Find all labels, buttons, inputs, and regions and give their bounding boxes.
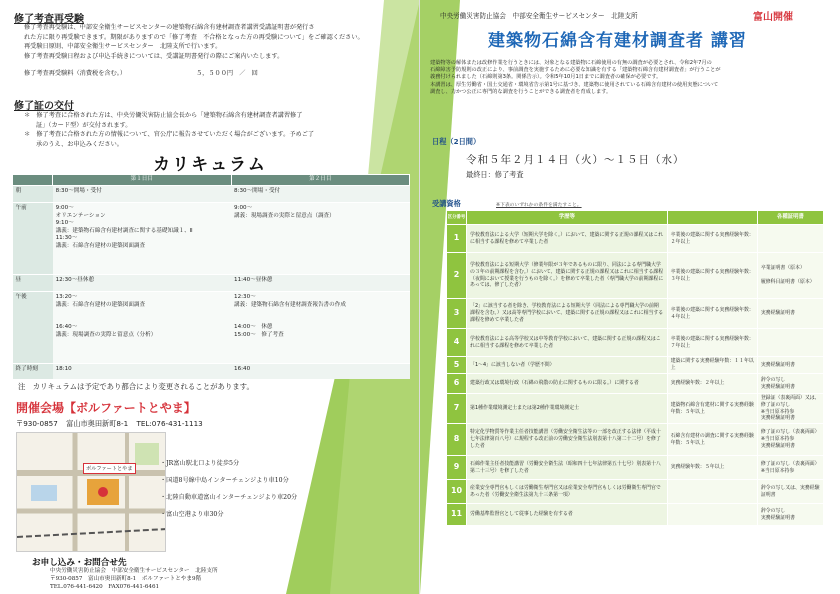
venue-tel: TEL:076-431-1113 (136, 419, 203, 428)
reexam-line: 修了考査再受験は、中部安全衛生サービスセンターの建築物石綿含有建材調査者講習受講証明書が発行さ (24, 24, 315, 31)
venue-access-list (160, 455, 297, 523)
venue-map (16, 432, 166, 552)
qual-row-number: 9 (447, 456, 467, 480)
qual-row-education: 産業安全専門官もしくは労働衛生専門官又は産業安全専門官もしくは労働衛生専門官であった者（労働安全衛生法第九十三条第一項） (467, 480, 668, 504)
curriculum-cell: 9:00～ オリエンテーション 9:10～ 講義：建築物石綿含有建材調査に関する基礎知識１、Ⅱ 11:30～ 講義：石綿含有建材の建築図面調査 (53, 203, 231, 275)
qualification-label: 受講資格 (432, 199, 461, 208)
curriculum-row (13, 186, 410, 203)
qual-header-num: 区分番号 (447, 211, 467, 225)
curriculum-row-label: 終了時刻 (13, 364, 53, 379)
apply-line: TEL.076-441-6420 FAX076-441-6461 (50, 584, 160, 590)
qual-row-proof (757, 225, 823, 253)
intro-line: 義務付けられました（石綿則第3条。関係告示）。令和5年10月1日までに調査者の確保が必要です。 (430, 74, 662, 81)
organizer: 中央労働災害防止協会 中部安全衛生サービスセンター 北陸支所 (440, 12, 638, 20)
curriculum-note: 注 カリキュラムは予定であり都合により変更されることがあります。 (18, 382, 254, 391)
reexam-line: 修了考査再受験日程および申込手続きについては、受講証明書発行の際にご案内いたします。 (24, 52, 284, 60)
map-drawing (17, 433, 166, 552)
qual-row-number: 11 (447, 504, 467, 526)
qual-row-proof (757, 329, 823, 357)
qual-row-experience: 卒業後の建築に関する実務経験年数：２年以上 (667, 225, 757, 253)
reexam-title: 修了考査再受験 (14, 14, 84, 25)
curriculum-row-label: 午前 (13, 203, 53, 275)
curriculum-row-label: 昼 (13, 275, 53, 292)
curriculum-row (13, 275, 410, 292)
curriculum-day1-header: 第１日目 (53, 175, 231, 186)
curriculum-row-label: 午後 (13, 292, 53, 364)
qual-row-experience: 実務経験年数：２年以上 (667, 374, 757, 394)
qual-row-experience: 実務経験年数：５年以上 (667, 456, 757, 480)
course-title (488, 26, 747, 51)
curriculum-row (13, 292, 410, 364)
qual-row-number: 7 (447, 394, 467, 424)
intro-text (430, 60, 808, 96)
qualification-table (446, 210, 824, 526)
curriculum-cell: 12:30～昼休憩 (53, 275, 231, 292)
qualification-row (447, 480, 824, 504)
qual-row-number: 8 (447, 424, 467, 456)
qual-row-education: 「2」に該当する者を除き、学校教育法による短期大学（同法による専門職大学の前期課程を含む。）又は高等専門学校において、建築に関する正規の課程又はこれに相当する課程を修めて卒業した者 (467, 299, 668, 329)
qual-row-experience: 卒業後の建築に関する実務経験年数：３年以上 (667, 253, 757, 299)
apply-title: お申し込み・お問合せ先 (32, 558, 127, 568)
qual-row-number: 6 (447, 374, 467, 394)
access-item: ・JR富山駅北口より徒歩5分 (160, 460, 240, 467)
qualification-row (447, 424, 824, 456)
qual-header-exp (667, 211, 757, 225)
intro-line: 石綿障害予防規則の改正により、事前調査を実施するために必要な知識を有する「建築物石綿含有建材調査者」が行うことが (430, 67, 721, 74)
certificate-title: 修了証の交付 (14, 101, 74, 112)
qualification-row (447, 374, 824, 394)
qual-row-proof: 登録証（表裏両面）又は、修了証の写し ※当日原本持参 実務経験証明書 (757, 394, 823, 424)
qual-row-number: 2 (447, 253, 467, 299)
curriculum-table (12, 174, 410, 379)
certificate-text (24, 111, 404, 149)
qual-row-experience: 卒業後の建築に関する実務経験年数：７年以上 (667, 329, 757, 357)
qual-row-number: 5 (447, 357, 467, 374)
qualification-row (447, 225, 824, 253)
qual-row-education: 学校教育法による高等学校又は中等教育学校において、建築に関する正規の課程又はこれに相当する課程を修めて卒業した者 (467, 329, 668, 357)
curriculum-row-label: 朝 (13, 186, 53, 203)
schedule-last-day: 最終日：修了考査 (466, 170, 524, 179)
qualification-row (447, 394, 824, 424)
qual-header-edu: 学歴等 (467, 211, 668, 225)
qual-row-number: 4 (447, 329, 467, 357)
venue-address (16, 419, 203, 429)
certificate-line: 証」（カード型）が交付されます。 (36, 121, 132, 129)
reexam-line: 再受験日原則、中部安全衛生サービスセンター 北陸支所で行います。 (24, 43, 222, 51)
venue-title: 開催会場【ボルファートとやま】 (16, 401, 196, 415)
venue-street: 富山市奥田新町8-1 (66, 419, 129, 428)
qualification-row (447, 357, 824, 374)
qual-row-proof: 辞令の写し又は、実務経験証明書 (757, 480, 823, 504)
reexam-fee-label: 修了考査再受験料（消費税を含む。） (24, 70, 127, 77)
qual-row-experience (667, 480, 757, 504)
map-venue-label: ボルファートとやま (83, 463, 136, 474)
qual-row-education: 「1～4」に該当しない者（学歴不問） (467, 357, 668, 374)
curriculum-cell: 18:10 (53, 364, 231, 379)
qualification-row (447, 299, 824, 329)
qual-row-education: 建築行政又は環境行政（石綿の飛散の防止に関するものに限る。）に関する者 (467, 374, 668, 394)
qual-row-proof: 実務経験証明書 (757, 357, 823, 374)
qual-row-education: 学校教育法による大学（短期大学を除く。）において、建築に関する正規の課程又はこれに相当する課程を修めて卒業した者 (467, 225, 668, 253)
location-badge: 富山開催 (753, 12, 793, 23)
curriculum-title: カリキュラム (153, 155, 267, 175)
access-item: ・北陸自動車道富山インターチェンジより車20分 (160, 494, 298, 501)
qualification-row (447, 329, 824, 357)
qual-row-proof: 卒業証明書（原本） 履修科目証明書（原本） (757, 253, 823, 299)
reexam-line: れた方に限り再受験できます。期限がありますので「修了考査 不合格となった方の再受験について」をご確認ください。 (24, 33, 364, 41)
intro-line: 建築物等の解体または改修作業を行うときには、対象となる建築物に石綿使用の有無の調査が必要とされ、令和2年7月の (430, 60, 712, 66)
curriculum-cell: 8:30～開場・受付 (53, 186, 231, 203)
course-title-suffix: 講習 (710, 31, 747, 51)
intro-line: 調査し、力かつ公正に専門的な調査を行うことができる調査者を育成します。 (430, 88, 612, 95)
qual-row-proof: 修了証の写し（表裏両面） ※当日原本持参 (757, 456, 823, 480)
qual-header-proof: 各種証明書 (757, 211, 823, 225)
qual-row-number: 10 (447, 480, 467, 504)
schedule-label: 日程（2日間） (432, 137, 481, 146)
intro-line: 本講習は、厚生労働省・国土交通省・環境省告示第1号に基づき、建築物に使用されている石綿含有建材の使用実態について (430, 81, 719, 88)
qualification-row (447, 504, 824, 526)
qual-row-number: 1 (447, 225, 467, 253)
qual-row-experience (667, 504, 757, 526)
curriculum-cell: 16:40 (231, 364, 409, 379)
schedule-date: 令和５年２月１４日（火）～１５日（水） (466, 154, 685, 166)
qual-row-education: 学校教育法による短期大学（修業年限が３年であるものに限り、同法による専門職大学の３年の前期課程を含む。）において、建築に関する正規の課程又はこれに相当する課程（夜間において授業を行うものを除く。）を修めて卒業した者（専門職大学の前期課程にあっては、修了した者） (467, 253, 668, 299)
qual-row-education: 石綿作業主任者技能講習（労働安全衛生法（昭和四十七年法律第五十七号）別表第十八第二十三号）を修了した者 (467, 456, 668, 480)
qual-row-education: 労働基準監督官として従事した経験を有する者 (467, 504, 668, 526)
curriculum-row (13, 364, 410, 379)
apply-line: 中央労働災害防止協会 中部安全衛生サービスセンター 北陸支所 (50, 568, 218, 574)
reexam-text (24, 23, 404, 61)
access-item: ・国道8号線中島インターチェンジより車10分 (160, 477, 289, 484)
apply-contact (50, 567, 218, 591)
qual-row-education: 第1種作業環境測定士または第2種作業環境測定士 (467, 394, 668, 424)
qual-row-education: 特定化学物質等作業主任者技能講習（労働安全衛生法等の一部を改正する法律（平成十七年法律第百八号）に規程する改正前の労働安全衛生法別表第十八第二十二号）を修了した者 (467, 424, 668, 456)
qualification-row (447, 456, 824, 480)
apply-line: 〒930-0857 富山市奥田新町8-1 ボルファートとやま9階 (50, 576, 202, 582)
certificate-line: ＊ 修了考査に合格された方の情報について、官公庁に報告させていただく場合がございます。予めご了 (24, 131, 315, 139)
reexam-fee-value: ５，５００円 ／ 回 (196, 70, 258, 77)
qualification-row (447, 253, 824, 299)
qual-row-number: 3 (447, 299, 467, 329)
qual-row-experience: 建築に関する実務経験年数：１１年以上 (667, 357, 757, 374)
qual-row-experience: 石綿含有建材の調査に関する実務経験年数：５年以上 (667, 424, 757, 456)
curriculum-cell: 12:30～ 講義：建築物石綿含有建材調査報告書の作成 14:00～ 休憩 15:00～ 修了考査 (231, 292, 409, 364)
certificate-line: ＊ 修了考査に合格された方は、中央労働災害防止協会長から「建築物石綿含有建材調査者講習修了 (24, 112, 303, 119)
curriculum-cell: 11:40～昼休憩 (231, 275, 409, 292)
curriculum-cell: 8:30～開場・受付 (231, 186, 409, 203)
qual-row-proof: 実務経験証明書 (757, 299, 823, 329)
certificate-line: 承のうえ、お申込みください。 (36, 140, 123, 148)
access-item: ・富山空港より車30分 (160, 511, 224, 518)
curriculum-day2-header: 第２日目 (231, 175, 409, 186)
course-title-main: 建築物石綿含有建材調査者 (488, 31, 704, 51)
curriculum-cell: 9:00～ 講義：現場調査の実際と留意点（調査） (231, 203, 409, 275)
qualification-note: ※下表のいずれかの条件を満たすこと。 (496, 203, 582, 208)
curriculum-row (13, 203, 410, 275)
qual-row-proof: 修了証の写し（表裏両面） ※当日原本持参 実務経験証明書 (757, 424, 823, 456)
venue-postal: 〒930-0857 (16, 419, 58, 428)
curriculum-corner (13, 175, 53, 186)
qual-row-experience: 建築物石綿含有建材に関する実務経験年数：５年以上 (667, 394, 757, 424)
qual-row-proof: 辞令の写し 実務経験証明書 (757, 504, 823, 526)
qual-row-proof: 辞令の写し 実務経験証明書 (757, 374, 823, 394)
qual-row-experience: 卒業後の建築に関する実務経験年数：４年以上 (667, 299, 757, 329)
curriculum-cell: 13:20～ 講義：石綿含有建材の建築図面調査 16:40～ 講義：現場調査の実際と留意点（分析） (53, 292, 231, 364)
